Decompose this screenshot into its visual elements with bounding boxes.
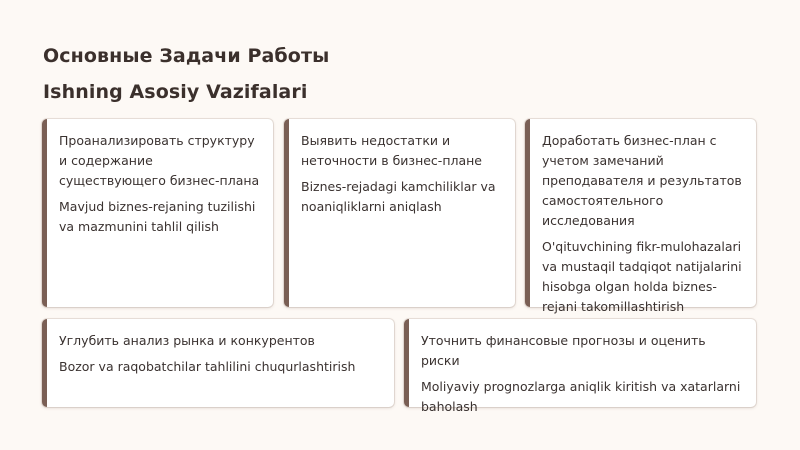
task-text-uz: Biznes-rejadagi kamchiliklar va noaniqliklarni aniqlash <box>301 179 496 214</box>
task-text-ru: Проанализировать структуру и содержание существующего бизнес-плана <box>59 133 260 188</box>
task-text-ru: Выявить недостатки и неточности в бизнес-плане <box>301 133 482 168</box>
task-text-uz: Moliyaviy prognozlarga aniqlik kiritish va xatarlarni baholash <box>421 379 741 414</box>
task-card-market-analysis <box>42 319 394 407</box>
task-card-find-shortcomings <box>284 119 515 307</box>
task-text-ru: Уточнить финансовые прогнозы и оценить риски <box>421 333 706 368</box>
page-title-ru: Основные Задачи Работы <box>43 45 330 67</box>
task-text-uz: Bozor va raqobatchilar tahlilini chuqurlashtirish <box>59 359 356 374</box>
task-card-financial-forecasts <box>404 319 756 414</box>
task-card-analyze-structure <box>42 119 273 307</box>
task-text-uz: O'qituvchining fikr-mulohazalari va mustaqil tadqiqot natijalarini hisobga olgan holda biznes-rejani takomillashtirish <box>542 239 742 314</box>
page-title-uz: Ishning Asosiy Vazifalari <box>43 81 308 103</box>
task-text-ru: Углубить анализ рынка и конкурентов <box>59 333 315 348</box>
task-text-ru: Доработать бизнес-план с учетом замечаний преподавателя и результатов самостоятельного исследования <box>542 133 742 228</box>
task-card-improve-plan <box>525 119 756 314</box>
task-text-uz: Mavjud biznes-rejaning tuzilishi va mazmunini tahlil qilish <box>59 199 256 234</box>
